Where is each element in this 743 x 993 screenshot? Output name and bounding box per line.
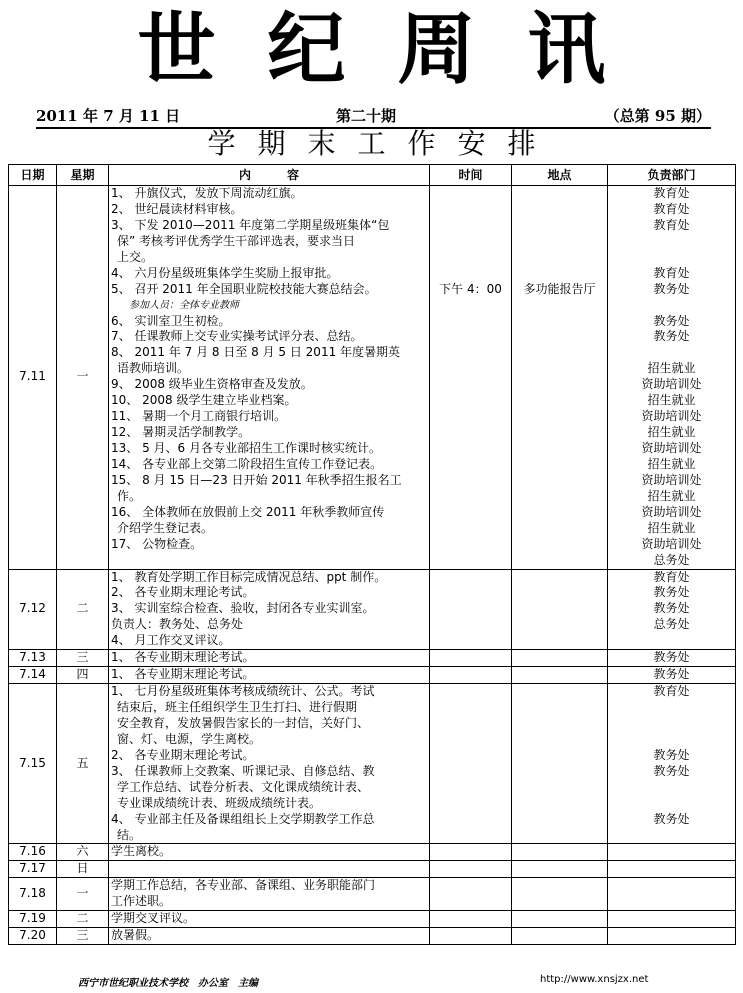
time-value — [432, 553, 509, 569]
task-line: 学生离校。 — [111, 844, 172, 859]
department-name: 教育处 — [653, 684, 690, 699]
place-value — [514, 377, 605, 393]
department-cell — [608, 861, 736, 878]
department-name — [610, 828, 733, 844]
content-cell — [109, 861, 430, 878]
department-name: 招生就业 — [647, 520, 696, 535]
table-row — [9, 667, 736, 684]
department-name: 资助培训处 — [641, 441, 702, 455]
footer-organization: 西宁市世纪职业技术学校 办公室 主编 — [78, 978, 258, 989]
table-row — [9, 861, 736, 878]
task-line: 4、 六月份星级班集体学生奖励上报审批。 — [111, 265, 339, 280]
task-line: 15、 8 月 15 日—23 日开始 2011 年秋季招生报名工 — [111, 472, 402, 487]
department-name — [610, 894, 733, 910]
time-value — [432, 425, 509, 441]
department-name: 教育处 — [653, 201, 690, 216]
time-cell — [430, 861, 512, 878]
task-line: 窗、灯、电源，学生离校。 — [117, 731, 262, 746]
department-name: 教务处 — [653, 585, 690, 600]
department-name: 教务处 — [653, 763, 690, 778]
time-value — [432, 911, 509, 927]
schedule-body — [9, 186, 736, 945]
task-line: 结束后，班主任组织学生卫生打扫、进行假期 — [117, 700, 358, 715]
task-line: 作。 — [117, 488, 142, 503]
department-name: 资助培训处 — [641, 472, 702, 487]
task-line: 5、 召开 2011 年全国职业院校技能大赛总结会。 — [111, 281, 377, 296]
department-name — [610, 716, 733, 732]
task-line: 1、 七月份星级班集体考核成绩统计、公式。考试 — [111, 684, 375, 699]
place-value — [514, 202, 605, 218]
time-value — [432, 537, 509, 553]
place-cell — [512, 928, 608, 945]
task-line: 3、 实训室综合检查、验收，封闭各专业实训室。 — [111, 601, 375, 616]
time-value — [432, 218, 509, 234]
place-value — [514, 393, 605, 409]
place-value — [514, 521, 605, 537]
department-cell — [608, 684, 736, 844]
date-cell: 7.20 — [9, 928, 57, 945]
place-value — [514, 473, 605, 489]
weekday-cell: 六 — [57, 844, 109, 861]
date-cell: 7.14 — [9, 667, 57, 684]
task-line: 3、 下发 2010—2011 年度第二学期星级班集体“包 — [111, 217, 390, 232]
weekday-cell: 三 — [57, 928, 109, 945]
time-cell — [430, 928, 512, 945]
time-value — [432, 570, 509, 586]
department-name — [610, 234, 733, 250]
place-value — [514, 700, 605, 716]
time-value — [432, 796, 509, 812]
place-cell — [512, 650, 608, 667]
department-cell — [608, 928, 736, 945]
place-value — [514, 650, 605, 666]
place-value — [514, 828, 605, 844]
time-value — [432, 202, 509, 218]
place-value — [514, 570, 605, 586]
task-line: 16、 全体教师在放假前上交 2011 年秋季教师宣传 — [111, 504, 385, 519]
time-value — [432, 844, 509, 860]
department-cell — [608, 650, 736, 667]
task-line: 1、 升旗仪式，发放下周流动红旗。 — [111, 186, 303, 200]
task-line: 1、 教育处学期工作目标完成情况总结、ppt 制作。 — [111, 569, 387, 584]
place-value — [514, 314, 605, 330]
content-cell — [109, 667, 430, 684]
weekday-cell: 一 — [57, 878, 109, 911]
header-content: 内 容 — [109, 165, 430, 186]
place-value — [514, 409, 605, 425]
time-value — [432, 234, 509, 250]
table-row — [9, 844, 736, 861]
task-line: 专业课成绩统计表、班级成绩统计表。 — [117, 795, 322, 810]
task-line: 学期交叉评议。 — [111, 911, 196, 926]
time-cell — [430, 684, 512, 844]
time-value — [432, 521, 509, 537]
task-line: 13、 5 月、6 月各专业部招生工作课时核实统计。 — [111, 441, 381, 455]
task-line — [111, 553, 427, 569]
date-cell: 7.17 — [9, 861, 57, 878]
place-value — [514, 633, 605, 649]
time-value — [432, 732, 509, 748]
department-name: 总务处 — [653, 617, 690, 632]
task-line: 2、 各专业期末理论考试。 — [111, 585, 255, 600]
issue-period: 第二十期 — [336, 107, 397, 125]
time-value — [432, 250, 509, 266]
place-value — [514, 537, 605, 553]
time-value — [432, 828, 509, 844]
content-cell — [109, 844, 430, 861]
place-value — [514, 345, 605, 361]
department-cell — [608, 911, 736, 928]
time-value — [432, 585, 509, 601]
task-line: 学期工作总结，各专业部、备课组、业务职能部门 — [111, 878, 376, 893]
task-line: 1、 各专业期末理论考试。 — [111, 650, 255, 665]
department-name — [610, 250, 733, 266]
place-cell — [512, 844, 608, 861]
task-line: 安全教育，发放暑假告家长的一封信，关好门、 — [117, 715, 370, 730]
content-cell — [109, 878, 430, 911]
department-name: 招生就业 — [647, 456, 696, 471]
place-value — [514, 585, 605, 601]
time-value — [432, 861, 509, 877]
department-name: 招生就业 — [647, 425, 696, 440]
time-value — [432, 650, 509, 666]
time-value — [432, 617, 509, 633]
table-header-row — [9, 165, 736, 186]
place-value — [514, 329, 605, 345]
time-value — [432, 700, 509, 716]
time-value — [432, 748, 509, 764]
table-row — [9, 911, 736, 928]
time-value — [432, 314, 509, 330]
department-cell — [608, 667, 736, 684]
department-cell — [608, 878, 736, 911]
place-cell — [512, 911, 608, 928]
time-cell — [430, 186, 512, 570]
department-cell — [608, 569, 736, 650]
department-name — [610, 844, 733, 860]
department-name: 教务处 — [653, 747, 690, 762]
time-cell — [430, 667, 512, 684]
schedule-table — [8, 164, 736, 945]
place-value — [514, 732, 605, 748]
place-cell — [512, 861, 608, 878]
time-value — [432, 878, 509, 894]
time-value — [432, 329, 509, 345]
time-value — [432, 633, 509, 649]
place-value — [514, 617, 605, 633]
date-cell: 7.16 — [9, 844, 57, 861]
task-line: 放暑假。 — [111, 928, 160, 943]
place-value — [514, 780, 605, 796]
task-line: 结。 — [117, 827, 142, 842]
time-cell — [430, 844, 512, 861]
place-value — [514, 601, 605, 617]
time-cell — [430, 878, 512, 911]
place-value — [514, 234, 605, 250]
place-value — [514, 250, 605, 266]
place-value — [514, 812, 605, 828]
time-value — [432, 780, 509, 796]
date-cell: 7.15 — [9, 684, 57, 844]
place-value — [514, 878, 605, 894]
department-name: 资助培训处 — [641, 504, 702, 519]
place-value — [514, 361, 605, 377]
task-line: 语教师培训。 — [117, 361, 190, 376]
department-name — [610, 345, 733, 361]
task-line: 2、 世纪晨读材料审核。 — [111, 201, 243, 216]
place-value — [514, 748, 605, 764]
task-line: 17、 公物检查。 — [111, 536, 203, 551]
header-place: 地点 — [512, 165, 608, 186]
task-line: 7、 任课教师上交专业实操考试评分表、总结。 — [111, 329, 363, 344]
time-value — [432, 345, 509, 361]
time-value — [432, 266, 509, 282]
time-value — [432, 505, 509, 521]
place-cell — [512, 569, 608, 650]
date-cell: 7.18 — [9, 878, 57, 911]
task-line: 8、 2011 年 7 月 8 日至 8 月 5 日 2011 年度暑期英 — [111, 345, 401, 360]
time-value — [432, 928, 509, 944]
department-name — [610, 878, 733, 894]
department-name: 教育处 — [653, 186, 690, 200]
task-line: 介绍学生登记表。 — [117, 520, 214, 535]
time-cell — [430, 569, 512, 650]
weekday-cell: 一 — [57, 186, 109, 570]
task-line: 2、 各专业期末理论考试。 — [111, 747, 255, 762]
place-value — [514, 457, 605, 473]
date-cell: 7.12 — [9, 569, 57, 650]
task-line: 保” 考核考评优秀学生干部评选表，要求当日 — [117, 233, 356, 248]
department-cell — [608, 844, 736, 861]
time-value — [432, 473, 509, 489]
place-value — [514, 684, 605, 700]
table-row — [9, 569, 736, 650]
issue-date: 2011 年 7 月 11 日 — [36, 107, 181, 125]
department-name: 教务处 — [653, 650, 690, 665]
place-cell — [512, 186, 608, 570]
newsletter-masthead: 世纪周讯 — [137, 4, 658, 95]
department-name: 招生就业 — [647, 393, 696, 408]
department-name: 教务处 — [653, 329, 690, 344]
time-value — [432, 489, 509, 505]
department-name — [610, 861, 733, 877]
attendee-note: 参加人员：全体专业教师 — [129, 299, 239, 311]
task-line — [111, 861, 427, 877]
place-value — [514, 894, 605, 910]
department-name: 资助培训处 — [641, 409, 702, 424]
weekday-cell: 四 — [57, 667, 109, 684]
task-line: 3、 任课教师上交教案、听课记录、自修总结、教 — [111, 763, 375, 778]
table-row — [9, 928, 736, 945]
department-name: 教务处 — [653, 313, 690, 328]
date-cell: 7.11 — [9, 186, 57, 570]
department-name — [610, 796, 733, 812]
department-name — [610, 700, 733, 716]
content-cell — [109, 684, 430, 844]
task-line: 11、 暑期一个月工商银行培训。 — [111, 409, 287, 424]
department-name — [610, 633, 733, 649]
place-cell — [512, 684, 608, 844]
time-value — [432, 601, 509, 617]
place-value — [514, 861, 605, 877]
time-value — [432, 298, 509, 314]
place-value — [514, 489, 605, 505]
table-row — [9, 650, 736, 667]
table-row — [9, 684, 736, 844]
weekday-cell: 二 — [57, 911, 109, 928]
department-name: 资助培训处 — [641, 377, 702, 392]
task-line: 工作述职。 — [111, 894, 172, 909]
issue-total: （总第 95 期） — [604, 107, 711, 125]
time-value — [432, 409, 509, 425]
task-line: 10、 2008 级学生建立毕业档案。 — [111, 393, 297, 408]
footer-url: http://www.xnsjzx.net — [540, 974, 649, 985]
place-value — [514, 911, 605, 927]
place-value — [514, 218, 605, 234]
department-cell — [608, 186, 736, 570]
time-cell — [430, 911, 512, 928]
place-value — [514, 928, 605, 944]
task-line: 4、 专业部主任及备课组组长上交学期教学工作总 — [111, 811, 375, 826]
department-name — [610, 780, 733, 796]
time-value — [432, 441, 509, 457]
table-row — [9, 878, 736, 911]
task-line: 学工作总结、试卷分析表、文化课成绩统计表、 — [117, 779, 370, 794]
header-time: 时间 — [430, 165, 512, 186]
weekday-cell: 五 — [57, 684, 109, 844]
place-value — [514, 298, 605, 314]
content-cell — [109, 928, 430, 945]
time-value — [432, 186, 509, 202]
time-value — [432, 812, 509, 828]
department-name: 总务处 — [653, 552, 690, 567]
time-value — [432, 361, 509, 377]
department-name: 教务处 — [653, 601, 690, 616]
time-value: 下午 4：00 — [439, 281, 502, 296]
task-line: 9、 2008 级毕业生资格审查及发放。 — [111, 377, 313, 392]
place-value — [514, 441, 605, 457]
time-value — [432, 894, 509, 910]
task-line: 负责人：教务处、总务处 — [111, 617, 244, 632]
task-line: 6、 实训室卫生初检。 — [111, 313, 231, 328]
department-name: 招生就业 — [647, 361, 696, 376]
place-value — [514, 764, 605, 780]
department-name — [610, 928, 733, 944]
content-cell — [109, 186, 430, 570]
place-value: 多功能报告厅 — [523, 281, 596, 296]
page-title: 学期末工作安排 — [207, 127, 558, 160]
place-value — [514, 425, 605, 441]
place-value — [514, 667, 605, 683]
time-value — [432, 377, 509, 393]
task-line: 14、 各专业部上交第二阶段招生宣传工作登记表。 — [111, 456, 383, 471]
content-cell — [109, 911, 430, 928]
header-department: 负责部门 — [608, 165, 736, 186]
place-value — [514, 266, 605, 282]
weekday-cell: 日 — [57, 861, 109, 878]
place-value — [514, 844, 605, 860]
department-name: 教务处 — [653, 811, 690, 826]
header-date: 日期 — [9, 165, 57, 186]
department-name: 教育处 — [653, 217, 690, 232]
weekday-cell: 二 — [57, 569, 109, 650]
time-value — [432, 764, 509, 780]
task-line: 上交。 — [117, 249, 154, 264]
place-value — [514, 716, 605, 732]
content-cell — [109, 569, 430, 650]
department-name — [610, 911, 733, 927]
date-cell: 7.19 — [9, 911, 57, 928]
department-name: 教育处 — [653, 569, 690, 584]
task-line: 12、 暑期灵活学制教学。 — [111, 425, 251, 440]
department-name: 资助培训处 — [641, 536, 702, 551]
header-weekday: 星期 — [57, 165, 109, 186]
department-name: 教务处 — [653, 667, 690, 682]
place-cell — [512, 878, 608, 911]
department-name — [610, 298, 733, 314]
footer — [0, 974, 743, 990]
place-value — [514, 553, 605, 569]
task-line: 1、 各专业期末理论考试。 — [111, 667, 255, 682]
date-cell: 7.13 — [9, 650, 57, 667]
content-cell — [109, 650, 430, 667]
department-name — [610, 732, 733, 748]
time-value — [432, 457, 509, 473]
place-cell — [512, 667, 608, 684]
place-value — [514, 796, 605, 812]
time-value — [432, 667, 509, 683]
time-value — [432, 716, 509, 732]
weekday-cell: 三 — [57, 650, 109, 667]
place-value — [514, 505, 605, 521]
department-name: 教务处 — [653, 281, 690, 296]
table-row — [9, 186, 736, 570]
department-name: 教育处 — [653, 265, 690, 280]
place-value — [514, 186, 605, 202]
time-value — [432, 684, 509, 700]
department-name: 招生就业 — [647, 488, 696, 503]
time-value — [432, 393, 509, 409]
time-cell — [430, 650, 512, 667]
task-line: 4、 月工作交叉评议。 — [111, 633, 231, 648]
